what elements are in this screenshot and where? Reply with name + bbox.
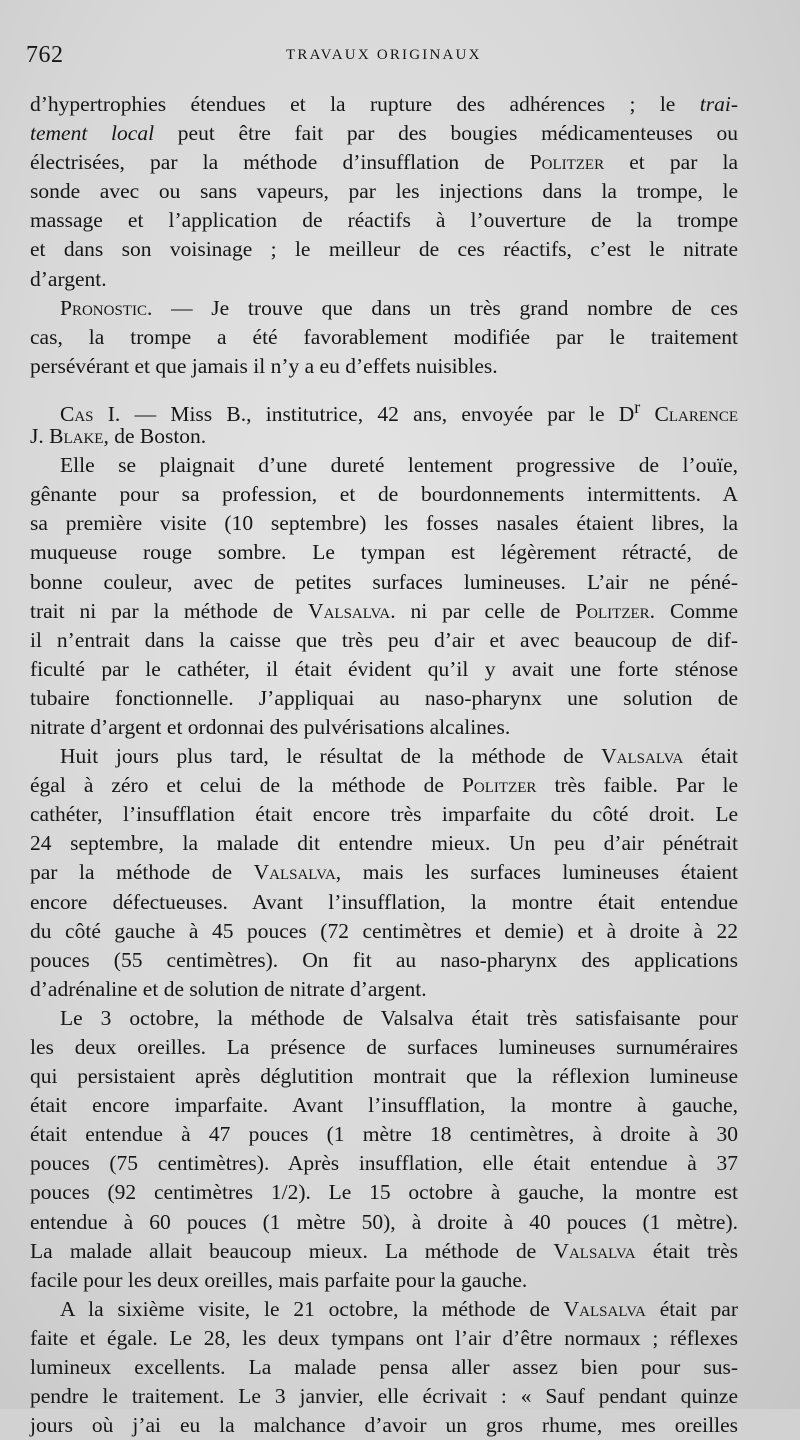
text-line: facile pour les deux oreilles, mais parfaite pour la gauche.: [30, 1267, 528, 1292]
text-line: bonne couleur, avec de petites surfaces lumineuses. L’air ne péné-: [30, 569, 738, 594]
text-line: sa première visite (10 septembre) les fosses nasales étaient libres, la: [30, 511, 738, 536]
text-line: d’hypertrophies étendues et la rupture des adhérences ; le trai-: [30, 92, 738, 116]
text-line: tement local peut être fait par des bougies médicamenteuses ou: [30, 121, 738, 146]
text-line: lumineux excellents. La malade pensa aller assez bien pour sus-: [30, 1355, 738, 1380]
text-line: qui persistaient après déglutition montrait que la réflexion lumineuse: [30, 1064, 738, 1089]
text-line: cas, la trompe a été favorablement modifiée par le traitement: [30, 324, 738, 349]
text-line: d’argent.: [30, 266, 107, 291]
text-line: Huit jours plus tard, le résultat de la méthode de Valsalva était: [60, 744, 739, 769]
page-number: 762: [26, 42, 64, 68]
text-line: était encore imparfaite. Avant l’insufflation, la montre à gauche,: [30, 1093, 738, 1118]
text-line: La malade allait beaucoup mieux. La méthode de Valsalva était très: [30, 1238, 738, 1263]
text-line: gênante pour sa profession, et de bourdonnements intermittents. A: [30, 482, 738, 507]
text-line: était entendue à 47 pouces (1 mètre 18 centimètres, à droite à 30: [30, 1122, 738, 1147]
running-title: TRAVAUX ORIGINAUX: [286, 47, 482, 63]
text-line: pendre le traitement. Le 3 janvier, elle écrivait : « Sauf pendant quinze: [30, 1384, 738, 1409]
text-line: électrisées, par la méthode d’insufflation de Politzer et par la: [30, 150, 739, 175]
text-line: il n’entrait dans la caisse que très peu d’air et avec beaucoup de dif-: [30, 627, 738, 652]
body-text: [30, 90, 738, 1440]
text-line: encore défectueuses. Avant l’insufflation, la montre était entendue: [30, 889, 738, 914]
text-line: égal à zéro et celui de la méthode de Politzer très faible. Par le: [30, 773, 739, 798]
text-line: ficulté par le cathéter, il était évident qu’il y avait une forte sténose: [30, 656, 738, 681]
text-line: tubaire fonctionnelle. J’appliquai au naso-pharynx une solution de: [30, 685, 738, 710]
text-line: du côté gauche à 45 pouces (72 centimètres et demie) et à droite à 22: [30, 918, 738, 943]
text-line: sonde avec ou sans vapeurs, par les injections dans la trompe, le: [30, 179, 738, 204]
text-line: et dans son voisinage ; le meilleur de ces réactifs, c’est le nitrate: [30, 237, 738, 262]
running-head: [26, 42, 760, 72]
text-line: les deux oreilles. La présence de surfaces lumineuses surnuméraires: [30, 1035, 738, 1059]
text-line: entendue à 60 pouces (1 mètre 50), à droite à 40 pouces (1 mètre).: [30, 1209, 738, 1234]
case-heading-line: J. Blake, de Boston.: [30, 424, 207, 449]
text-line: Le 3 octobre, la méthode de Valsalva était très satisfaisante pour: [60, 1005, 738, 1030]
text-line: faite et égale. Le 28, les deux tympans ont l’air d’être normaux ; réflexes: [30, 1325, 738, 1350]
text-line: massage et l’application de réactifs à l’ouverture de la trompe: [30, 208, 738, 233]
text-line: A la sixième visite, le 21 octobre, la méthode de Valsalva était par: [60, 1296, 738, 1321]
section-gap: [30, 381, 738, 393]
text-line: pouces (75 centimètres). Après insufflation, elle était entendue à 37: [30, 1151, 738, 1176]
text-line: trait ni par la méthode de Valsalva. ni par celle de Politzer. Comme: [30, 598, 739, 623]
case-heading-line: Cas I. — Miss B., institutrice, 42 ans, envoyée par le $D^r$ Clarence: [60, 396, 739, 427]
text-line: nitrate d’argent et ordonnai des pulvérisations alcalines.: [30, 714, 511, 739]
text-line: Elle se plaignait d’une dureté lentement progressive de l’ouïe,: [60, 453, 738, 478]
text-line: muqueuse rouge sombre. Le tympan est légèrement rétracté, de: [30, 540, 738, 565]
text-line: persévérant et que jamais il n’y a eu d’effets nuisibles.: [30, 353, 498, 378]
text-line: pouces (55 centimètres). On fit au naso-pharynx des applications: [30, 947, 738, 972]
text-line: Pronostic. — Je trouve que dans un très grand nombre de ces: [60, 295, 738, 320]
text-line: d’adrénaline et de solution de nitrate d’argent.: [30, 976, 427, 1001]
text-line: jours où j’ai eu la malchance d’avoir un gros rhume, mes oreilles: [30, 1413, 738, 1438]
text-line: cathéter, l’insufflation était encore très imparfaite du côté droit. Le: [30, 802, 738, 827]
text-line: pouces (92 centimètres 1/2). Le 15 octobre à gauche, la montre est: [30, 1180, 738, 1205]
text-line: 24 septembre, la malade dit entendre mieux. Un peu d’air pénétrait: [30, 831, 738, 856]
text-line: par la méthode de Valsalva, mais les surfaces lumineuses étaient: [30, 860, 739, 885]
